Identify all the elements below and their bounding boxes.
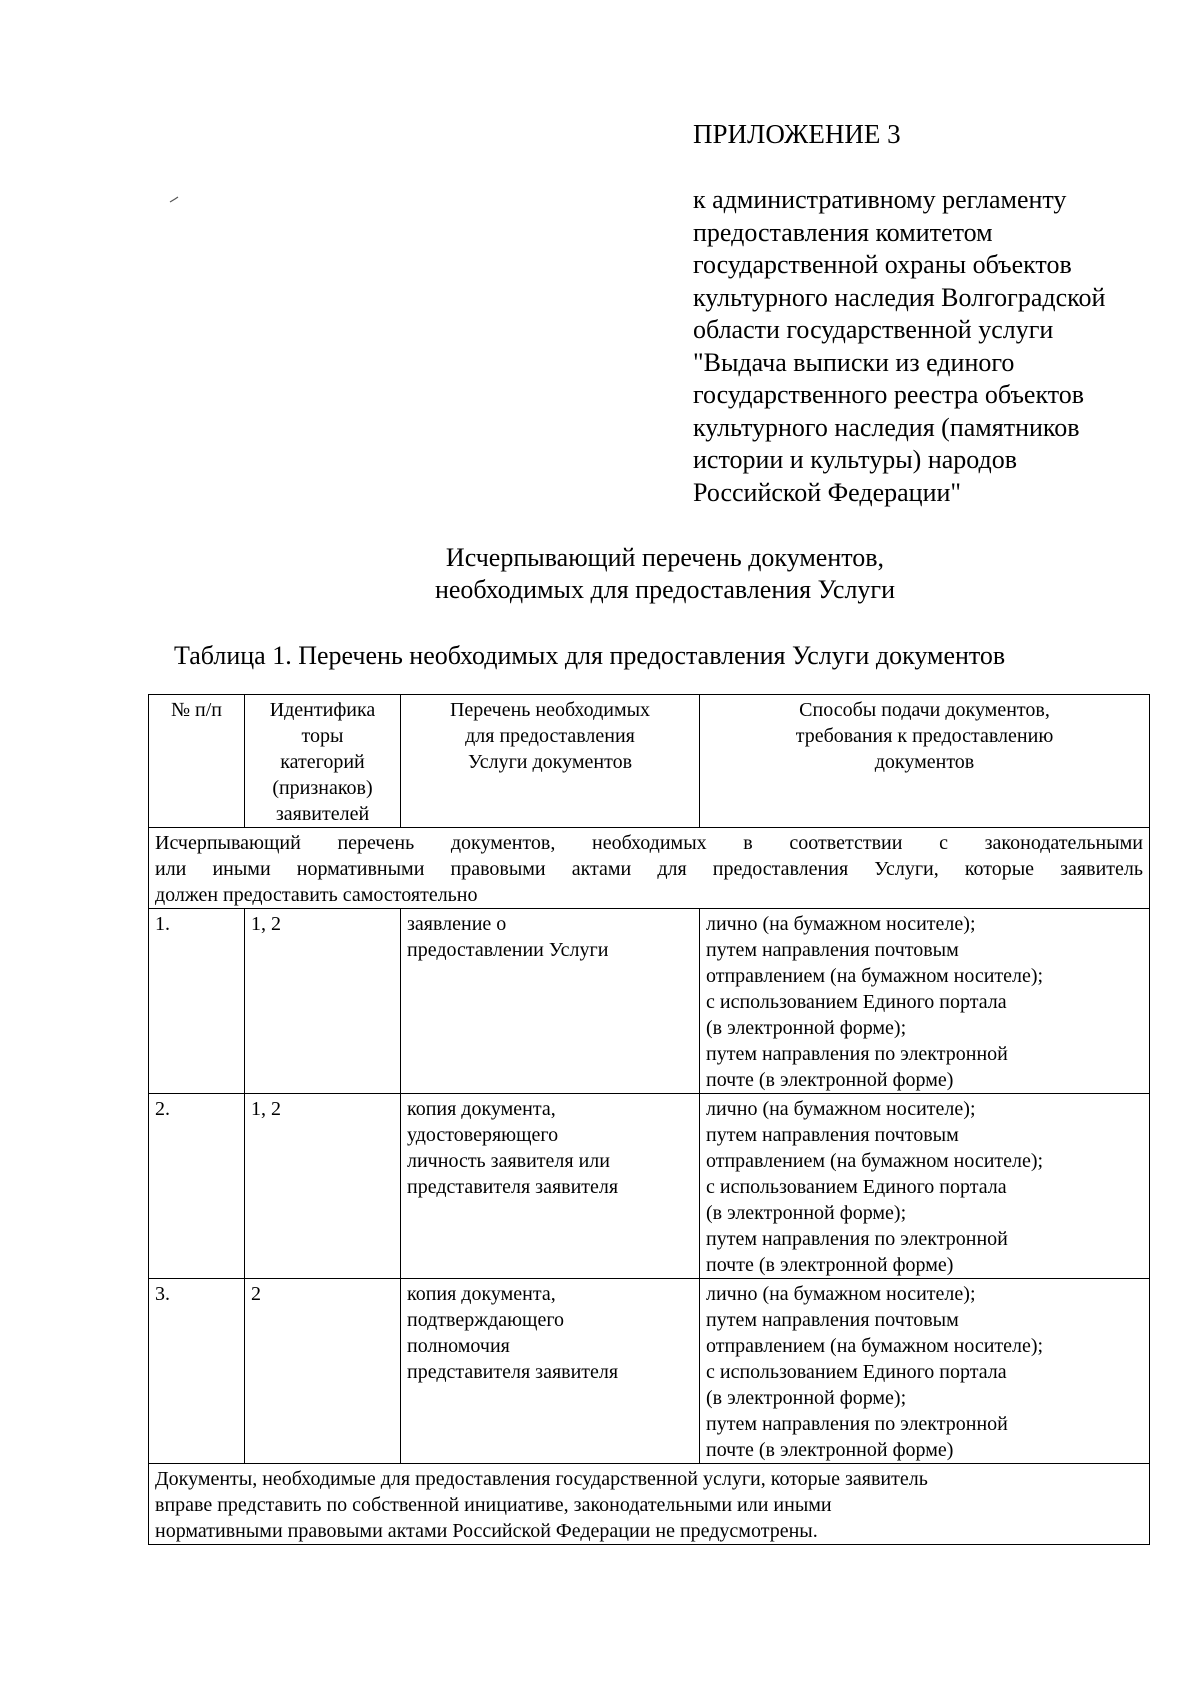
header-line: для предоставления (465, 725, 635, 747)
row-methods-cell (700, 1279, 1150, 1464)
method-line: путем направления по электронной (706, 1043, 1008, 1065)
appendix-title: ПРИЛОЖЕНИЕ 3 (693, 119, 901, 149)
documents-table (148, 694, 1150, 1545)
appendix-reference-line: "Выдача выписки из единого (693, 347, 1015, 377)
header-line: Услуги документов (467, 751, 633, 773)
method-line: лично (на бумажном носителе); (706, 1098, 976, 1120)
header-line: заявителей (275, 803, 370, 825)
method-line: отправлением (на бумажном носителе); (706, 1150, 1044, 1172)
row-number-cell: 2. (149, 1094, 245, 1279)
table-row (149, 1279, 1150, 1464)
method-line: с использованием Единого портала (706, 1361, 1007, 1383)
table-footer-row (149, 1464, 1150, 1545)
row-methods-cell (700, 909, 1150, 1094)
method-line: отправлением (на бумажном носителе); (706, 965, 1044, 987)
row-number-cell: 1. (149, 909, 245, 1094)
row-document-cell (401, 1094, 700, 1279)
header-cell-methods (700, 695, 1150, 828)
method-line: с использованием Единого портала (706, 1176, 1007, 1198)
row-document-cell (401, 909, 700, 1094)
document-heading-line: необходимых для предоставления Услуги (434, 575, 896, 604)
document-line: полномочия (407, 1335, 510, 1357)
method-line: (в электронной форме); (706, 1017, 907, 1039)
method-line: почте (в электронной форме) (706, 1439, 954, 1461)
document-line: представителя заявителя (407, 1176, 619, 1198)
method-line: путем направления почтовым (706, 1309, 959, 1331)
section-title-line: или иными нормативными правовыми актами для предоставления Услуги, которые заявитель (155, 858, 1143, 880)
appendix-reference-line: государственной охраны объектов (693, 250, 1072, 279)
method-line: (в электронной форме); (706, 1387, 907, 1409)
footer-note-line: вправе представить по собственной инициативе, законодательными или иными (155, 1494, 832, 1516)
row-methods-cell (700, 1094, 1150, 1279)
method-line: с использованием Единого портала (706, 991, 1007, 1013)
row-categories-cell: 1, 2 (245, 1094, 401, 1279)
header-line: Идентифика (269, 699, 376, 721)
method-line: путем направления почтовым (706, 939, 959, 961)
section-title-cell (149, 828, 1150, 909)
method-line: отправлением (на бумажном носителе); (706, 1335, 1044, 1357)
table-row (149, 1094, 1150, 1279)
method-line: лично (на бумажном носителе); (706, 1283, 976, 1305)
row-categories-cell: 2 (245, 1279, 401, 1464)
footer-note-line: Документы, необходимые для предоставления государственной услуги, которые заявитель (155, 1468, 928, 1490)
row-document-cell (401, 1279, 700, 1464)
header-cell-documents (401, 695, 700, 828)
document-line: удостоверяющего (407, 1124, 559, 1146)
header-line: торы (301, 725, 344, 747)
appendix-reference-line: области государственной услуги (693, 315, 1054, 344)
method-line: лично (на бумажном носителе); (706, 913, 976, 935)
document-line: копия документа, (407, 1283, 556, 1305)
header-line: № п/п (170, 699, 223, 721)
method-line: почте (в электронной форме) (706, 1069, 954, 1091)
appendix-reference-line: истории и культуры) народов (693, 445, 1018, 474)
table-header-row (149, 695, 1150, 828)
method-line: путем направления по электронной (706, 1413, 1008, 1435)
appendix-reference-line: государственного реестра объектов (693, 380, 1085, 409)
document-line: подтверждающего (407, 1309, 565, 1331)
header-line: документов (874, 751, 975, 773)
footer-note-cell (149, 1464, 1150, 1545)
appendix-reference-line: культурного наследия (памятников (693, 412, 1080, 442)
header-cell-categories (245, 695, 401, 828)
header-line: категорий (280, 751, 365, 773)
header-line: Перечень необходимых (449, 699, 651, 721)
method-line: путем направления почтовым (706, 1124, 959, 1146)
header-line: Способы подачи документов, (799, 699, 1050, 721)
table-section-row (149, 828, 1150, 909)
section-title-line: Исчерпывающий перечень документов, необходимых в соответствии с законодательными (155, 832, 1143, 854)
stray-pen-mark (169, 196, 179, 203)
header-cell-number (149, 695, 245, 828)
document-line: личность заявителя или (407, 1150, 610, 1172)
footer-note-line: нормативными правовыми актами Российской Федерации не предусмотрены. (155, 1520, 818, 1542)
appendix-reference-line: Российской Федерации" (693, 477, 962, 507)
section-title-line: должен предоставить самостоятельно (155, 884, 478, 906)
document-line: копия документа, (407, 1098, 556, 1120)
document-heading-line: Исчерпывающий перечень документов, (445, 543, 885, 572)
document-line: заявление о (407, 913, 507, 935)
appendix-reference-line: предоставления комитетом (693, 217, 993, 247)
appendix-reference (693, 184, 1188, 509)
method-line: почте (в электронной форме) (706, 1254, 954, 1276)
row-categories-cell: 1, 2 (245, 909, 401, 1094)
row-number-cell: 3. (149, 1279, 245, 1464)
table-caption: Таблица 1. Перечень необходимых для предоставления Услуги документов (174, 641, 1006, 670)
header-line: (признаков) (272, 777, 373, 799)
appendix-reference-line: культурного наследия Волгоградской (693, 282, 1106, 312)
document-line: предоставлении Услуги (407, 939, 609, 961)
header-line: требования к предоставлению (795, 725, 1054, 747)
document-line: представителя заявителя (407, 1361, 619, 1383)
appendix-reference-line: к административному регламенту (693, 185, 1067, 214)
table-row (149, 909, 1150, 1094)
method-line: (в электронной форме); (706, 1202, 907, 1224)
document-heading (0, 542, 1200, 606)
method-line: путем направления по электронной (706, 1228, 1008, 1250)
